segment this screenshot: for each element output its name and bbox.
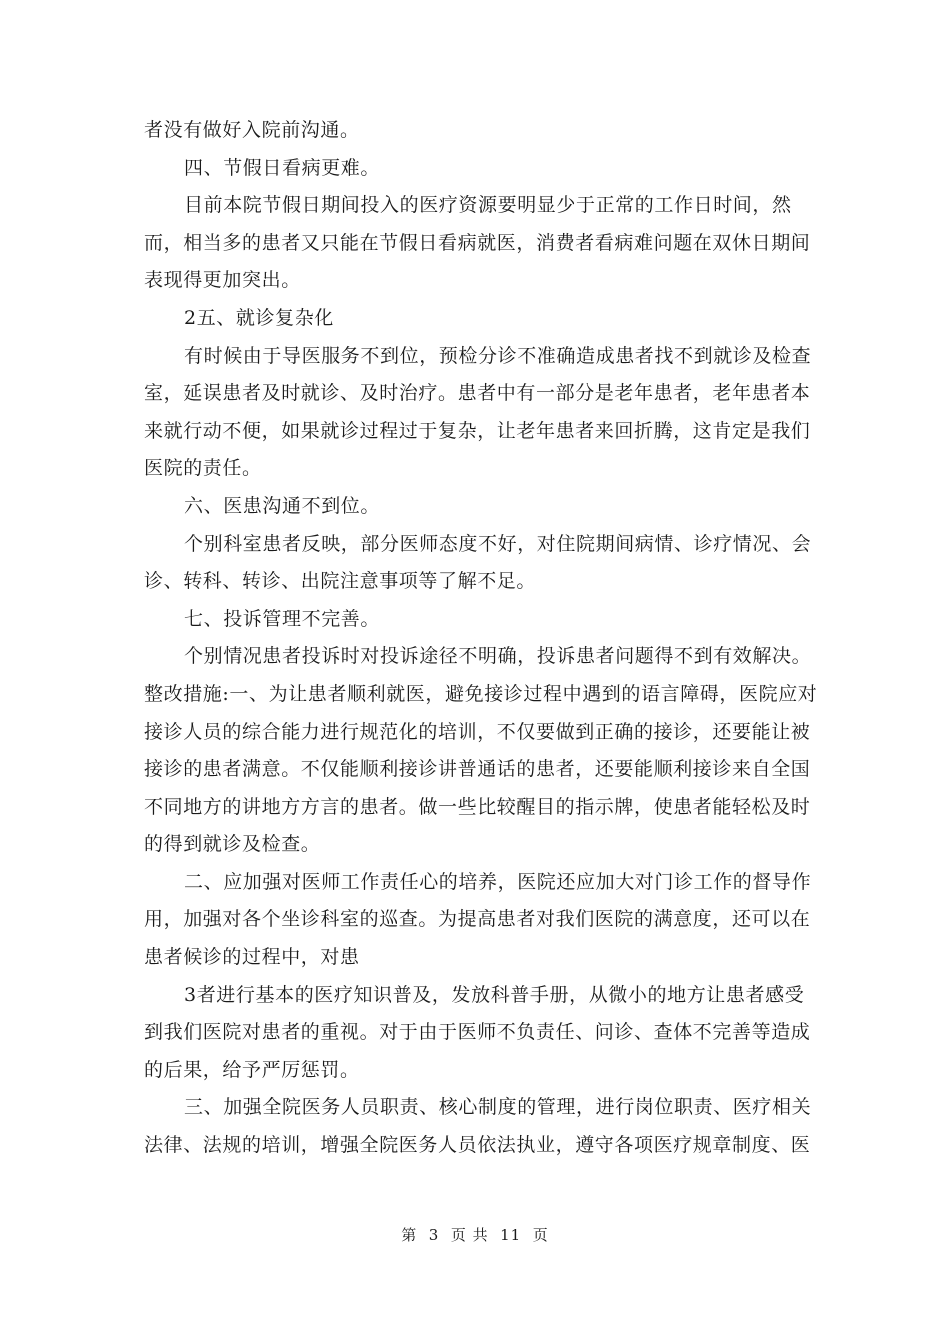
text-line: 室，延误患者及时就诊、及时治疗。患者中有一部分是老年患者，老年患者本 (144, 382, 811, 405)
text-line: 接诊人员的综合能力进行规范化的培训，不仅要做到正确的接诊，还要能让被 (144, 720, 811, 743)
text-line: 二、应加强对医师工作责任心的培养，医院还应加大对门诊工作的督导作 (184, 870, 812, 893)
text-line: 七、投诉管理不完善。 (184, 607, 381, 630)
text-line: 的后果，给予严厉惩罚。 (144, 1058, 360, 1081)
text-line: 来就行动不便，如果就诊过程过于复杂，让老年患者来回折腾，这肯定是我们 (144, 419, 811, 442)
text-line: 六、医患沟通不到位。 (184, 494, 381, 517)
text-line: 患者候诊的过程中，对患 (144, 946, 360, 969)
text-line: 有时候由于导医服务不到位，预检分诊不准确造成患者找不到就诊及检查 (184, 344, 812, 367)
text-line: 的得到就诊及检查。 (144, 833, 321, 856)
text-line: 整改措施:一、为让患者顺利就医，避免接诊过程中遇到的语言障碍，医院应对 (144, 682, 818, 705)
text-line: 四、节假日看病更难。 (184, 156, 381, 179)
text-line: 诊、转科、转诊、出院注意事项等了解不足。 (144, 570, 537, 593)
text-line: 法律、法规的培训，增强全院医务人员依法执业，遵守各项医疗规章制度、医 (144, 1134, 811, 1157)
text-line: 医院的责任。 (144, 457, 262, 480)
text-line: 目前本院节假日期间投入的医疗资源要明显少于正常的工作日时间，然 (184, 194, 792, 217)
page-footer: 第 3 页 共 11 页 (401, 1226, 549, 1244)
text-line: 而，相当多的患者又只能在节假日看病就医，消费者看病难问题在双休日期间 (144, 231, 811, 254)
document-body (144, 112, 818, 1165)
text-line: 表现得更加突出。 (144, 269, 301, 292)
text-line: 到我们医院对患者的重视。对于由于医师不负责任、问诊、查体不完善等造成 (144, 1021, 811, 1044)
text-line: 不同地方的讲地方方言的患者。做一些比较醒目的指示牌，使患者能轻松及时 (144, 795, 811, 818)
text-line: 用，加强对各个坐诊科室的巡查。为提高患者对我们医院的满意度，还可以在 (144, 908, 811, 931)
text-line: 2五、就诊复杂化 (184, 306, 334, 329)
text-line: 3者进行基本的医疗知识普及，发放科普手册，从微小的地方让患者感受 (184, 983, 805, 1006)
text-line: 个别科室患者反映，部分医师态度不好，对住院期间病情、诊疗情况、会 (184, 532, 812, 555)
text-line: 者没有做好入院前沟通。 (144, 119, 360, 141)
text-line: 个别情况患者投诉时对投诉途径不明确，投诉患者问题得不到有效解决。 (184, 645, 812, 668)
text-line: 三、加强全院医务人员职责、核心制度的管理，进行岗位职责、医疗相关 (184, 1096, 812, 1119)
text-line: 接诊的患者满意。不仅能顺利接诊讲普通话的患者，还要能顺利接诊来自全国 (144, 758, 811, 781)
